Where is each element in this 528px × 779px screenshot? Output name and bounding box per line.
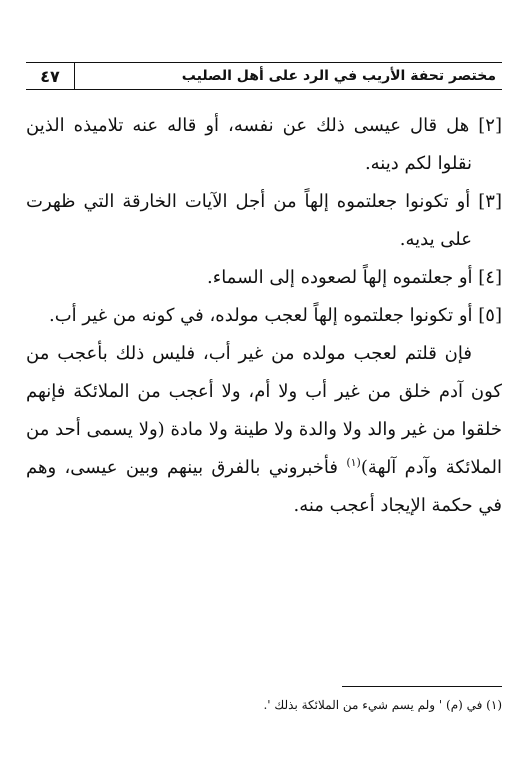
main-text [26, 107, 502, 525]
running-header [26, 62, 502, 90]
question-5: [٥] أو تكونوا جعلتموه إلهاً لعجب مولده، في كونه من غير أب. [48, 305, 502, 326]
question-2: [٢] هل قال عيسى ذلك عن نفسه، أو قاله عنه تلاميذه الذين نقلوا لكم دينه. [26, 115, 502, 174]
argument-paragraph [26, 335, 502, 525]
question-3: [٣] أو تكونوا جعلتموه إلهاً من أجل الآيات الخارقة التي ظهرت على يديه. [26, 191, 502, 250]
footnote-reference: (١) [346, 456, 361, 469]
footnote: (١) في (م) ' ولم يسم شيء من الملائكة بذلك '. [263, 698, 502, 712]
footnote-rule [342, 686, 502, 687]
argument-text: فإن قلتم لعجب مولده من غير أب، فليس ذلك بأعجب من كون آدم خلق من غير أب ولا أم، ولا أعجب من الملائكة فإنهم خلقوا من غير والد ولا والدة ولا طينة ولا مادة (ولا يسمى أحد من الملائكة وآدم آلهة) [26, 343, 503, 478]
question-4: [٤] أو جعلتموه إلهاً لصعوده إلى السماء. [207, 267, 502, 288]
page-number: ٤٧ [40, 66, 60, 86]
book-title: مختصر تحفة الأريب في الرد على أهل الصليب [181, 68, 496, 84]
header-divider [74, 63, 75, 89]
argument-conclusion: فأخبروني بالفرق بينهم وبين عيسى، وهم في حكمة الإيجاد أعجب منه. [26, 457, 502, 516]
